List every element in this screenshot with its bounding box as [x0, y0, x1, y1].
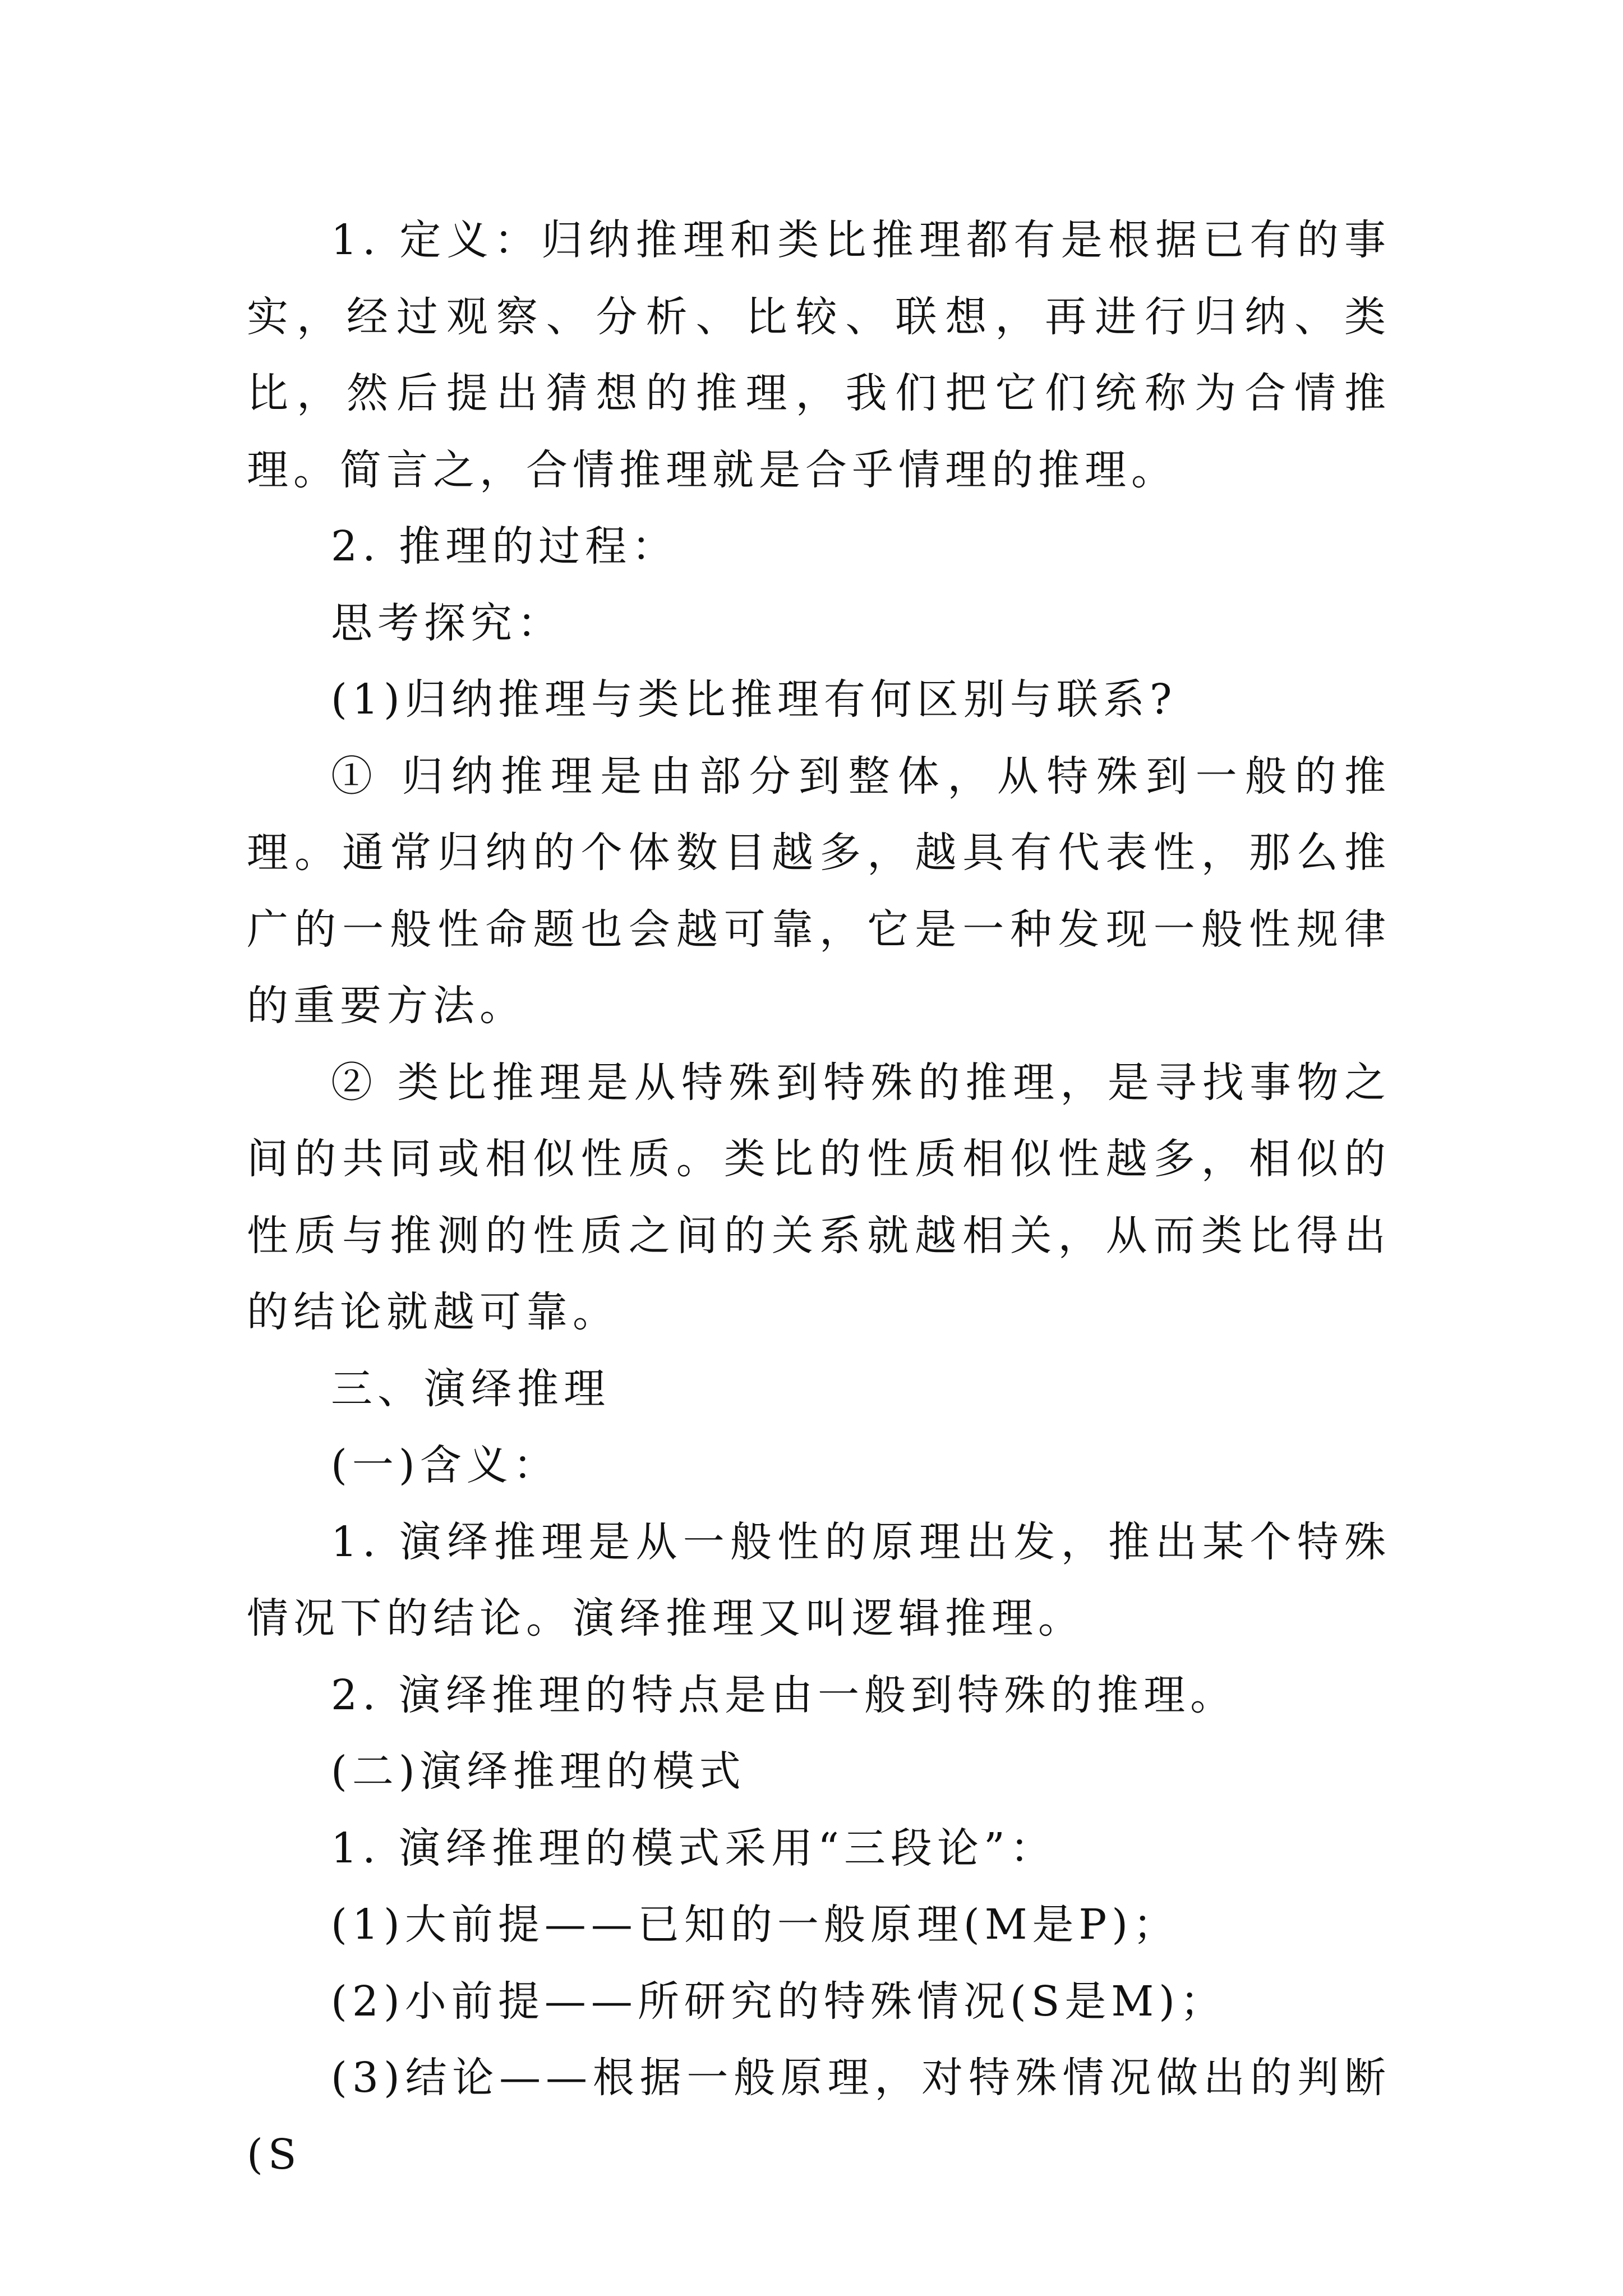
- paragraph-question-1: (1)归纳推理与类比推理有何区别与联系?: [331, 675, 1177, 724]
- paragraph-major-premise: (1)大前提——已知的一般原理(M是P)；: [331, 1901, 1180, 1949]
- document-body: [247, 202, 1391, 2193]
- paragraph-think-explore: 思考探究：: [331, 599, 564, 647]
- paragraph-minor-premise: (2)小前提——所研究的特殊情况(S是M)；: [331, 1977, 1227, 2026]
- paragraph-deductive-feature: 2. 演绎推理的特点是由一般到特殊的推理。: [331, 1671, 1237, 1719]
- paragraph-inductive: ① 归纳推理是由部分到整体，从特殊到一般的推理。通常归纳的个体数目越多，越具有代表性，那么推广的一般性命题也会越可靠，它是一种发现一般性规律的重要方法。: [247, 752, 1391, 1030]
- paragraph-reasoning-process: 2. 推理的过程：: [331, 522, 679, 570]
- paragraph-definition: 1. 定义：归纳推理和类比推理都有是根据已有的事实，经过观察、分析、比较、联想，再进行归纳、类比，然后提出猜想的推理，我们把它们统称为合情推理。简言之，合情推理就是合乎情理的推理。: [247, 216, 1391, 494]
- subheading-pattern: (二)演绎推理的模式: [331, 1747, 746, 1796]
- paragraph-conclusion: (3)结论——根据一般原理，对特殊情况做出的判断(S: [247, 2054, 1391, 2179]
- section-heading-deductive: 三、演绎推理: [331, 1364, 610, 1413]
- paragraph-deductive-definition: 1. 演绎推理是从一般性的原理出发，推出某个特殊情况下的结论。演绎推理又叫逻辑推理。: [247, 1517, 1391, 1642]
- paragraph-analogical: ② 类比推理是从特殊到特殊的推理，是寻找事物之间的共同或相似性质。类比的性质相似性越多，相似的性质与推测的性质之间的关系就越相关，从而类比得出的结论就越可靠。: [247, 1058, 1391, 1336]
- paragraph-syllogism: 1. 演绎推理的模式采用“三段论”：: [331, 1824, 1057, 1872]
- subheading-meaning: (一)含义：: [331, 1441, 560, 1489]
